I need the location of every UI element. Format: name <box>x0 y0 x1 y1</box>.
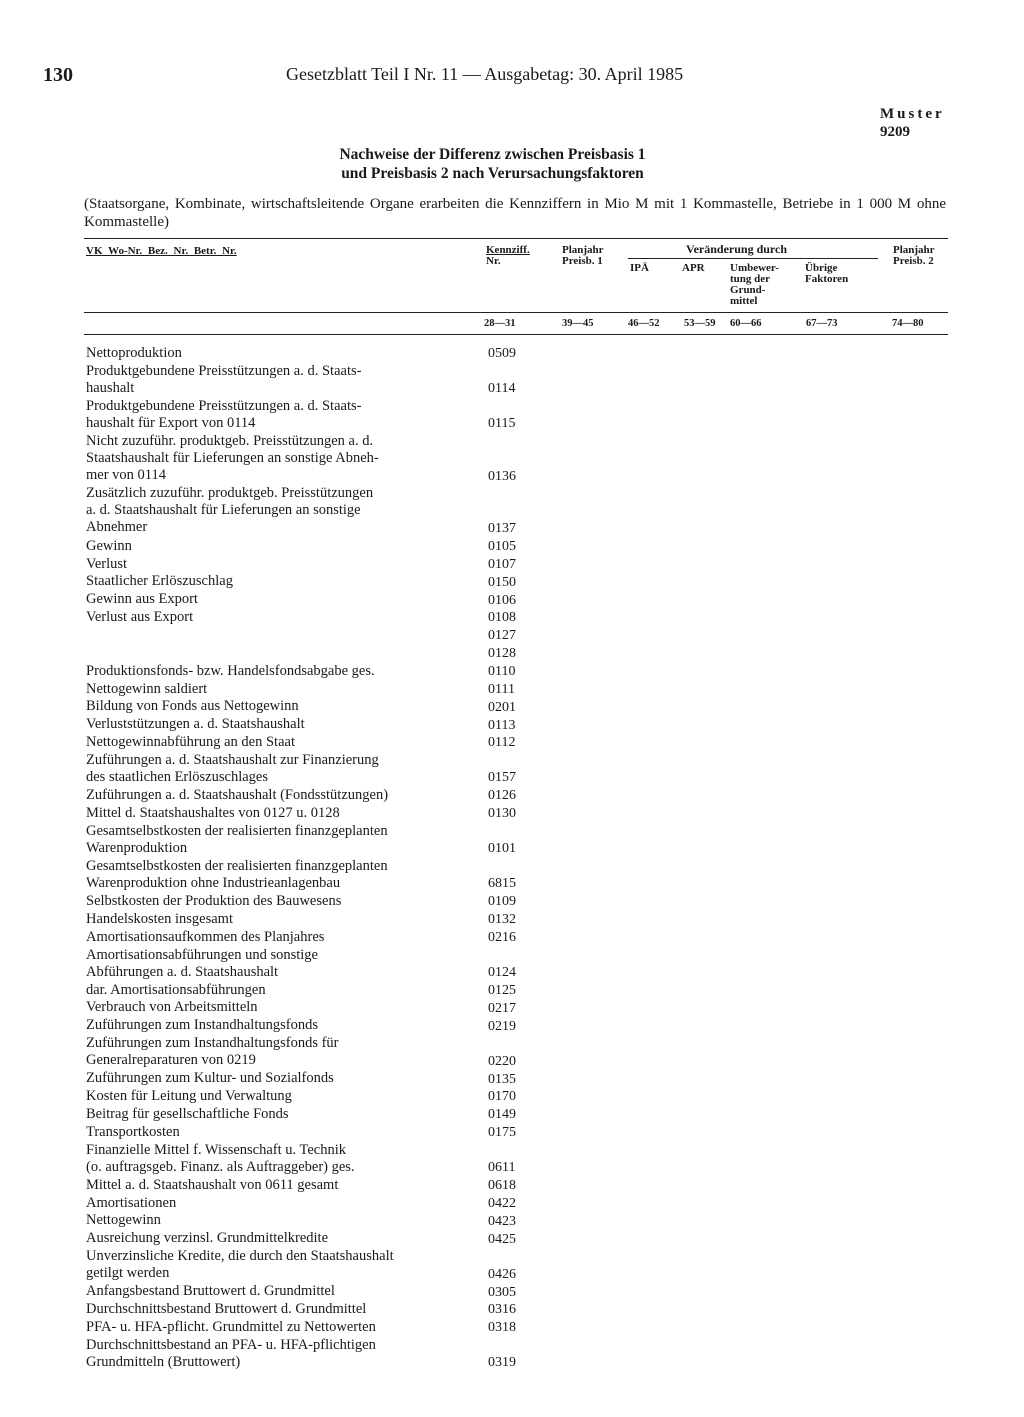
row-label <box>86 752 461 786</box>
header-line: mittel <box>730 295 758 307</box>
umbewertung-header <box>730 263 779 307</box>
row-kennziffer: 0125 <box>488 982 516 998</box>
row-kennziffer: 0105 <box>488 539 516 554</box>
form-label: Muster <box>880 106 945 122</box>
table-row <box>86 1142 516 1177</box>
row-label-line: Nettoproduktion <box>86 345 182 361</box>
row-label-line: Transportkosten <box>86 1123 180 1140</box>
row-label-line: Zuführungen a. d. Staatshaushalt zur Finanzierung <box>86 751 379 768</box>
table-row <box>86 1035 516 1070</box>
table-row <box>86 1088 516 1105</box>
document-title <box>300 145 685 183</box>
row-kennziffer: 0157 <box>488 770 516 786</box>
row-kennziffer: 6815 <box>488 876 516 892</box>
form-number: 9209 <box>880 124 910 140</box>
row-kennziffer: 0319 <box>488 1355 516 1371</box>
row-label <box>86 1337 461 1371</box>
row-label-line: Handelskosten insgesamt <box>86 910 233 927</box>
row-label-line: Nettogewinn <box>86 1212 161 1229</box>
row-label <box>86 929 461 946</box>
table-row <box>86 591 516 608</box>
row-kennziffer: 0130 <box>488 806 516 822</box>
row-label-line: Staatlicher Erlöszuschlag <box>86 573 233 590</box>
row-label-line <box>86 645 461 662</box>
table-row <box>86 893 516 910</box>
row-label <box>86 787 461 804</box>
table-row <box>86 538 516 555</box>
row-label-line: mer von 0114 <box>86 467 167 484</box>
row-label-line: Produktgebundene Preisstützungen a. d. Staats- <box>86 362 362 379</box>
running-header: Gesetzblatt Teil I Nr. 11 — Ausgabetag: 30. April 1985 <box>286 64 684 84</box>
row-label-line: Amortisationsabführungen und sonstige <box>86 946 318 963</box>
header-line: Umbewer- <box>730 262 780 274</box>
table-row <box>86 752 516 787</box>
header-line: Preisb. 1 <box>562 255 603 267</box>
row-label <box>86 1070 461 1087</box>
row-label-line: Staatshaushalt für Lieferungen an sonstige Abneh- <box>86 450 379 467</box>
table-row <box>86 698 516 715</box>
row-label <box>86 1248 461 1282</box>
ident-header: VK Wo-Nr. Bez. Nr. Betr. Nr. <box>86 245 237 257</box>
title-line: Nachweise der Differenz zwischen Preisbasis 1 <box>339 146 646 163</box>
row-kennziffer: 0316 <box>488 1302 516 1318</box>
row-label <box>86 734 461 751</box>
row-kennziffer: 0127 <box>488 628 516 644</box>
row-kennziffer: 0426 <box>488 1266 516 1282</box>
column-code: 67—73 <box>806 318 838 329</box>
table-row <box>86 663 516 680</box>
row-label <box>86 1195 461 1212</box>
row-label-line: Unverzinsliche Kredite, die durch den Staatshaushalt <box>86 1248 394 1265</box>
row-label-line: Zusätzlich zuzuführ. produktgeb. Preisstützungen <box>86 485 374 502</box>
row-label-line: Finanzielle Mittel f. Wissenschaft u. Technik <box>86 1141 347 1158</box>
header-line: Faktoren <box>805 273 849 285</box>
table-row <box>86 911 516 928</box>
row-label-line: (o. auftragsgeb. Finanz. als Auftraggeber) ges. <box>86 1158 355 1175</box>
row-label <box>86 681 461 698</box>
table-row <box>86 556 516 573</box>
row-kennziffer: 0110 <box>488 663 516 679</box>
row-label <box>86 1106 461 1123</box>
column-code: 53—59 <box>684 318 716 329</box>
row-label-line: Mittel d. Staatshaushaltes von 0127 u. 0128 <box>86 804 340 821</box>
row-kennziffer: 0618 <box>488 1178 516 1193</box>
row-label-line: Beitrag für gesellschaftliche Fonds <box>86 1105 289 1122</box>
table-row <box>86 1017 516 1034</box>
table-row <box>86 1070 516 1087</box>
row-label-line: Nettogewinnabführung an den Staat <box>86 734 295 751</box>
planjahr2-header <box>893 245 935 267</box>
header-line: Planjahr <box>562 244 604 256</box>
table-row <box>86 1319 516 1336</box>
row-label <box>86 1230 461 1247</box>
table-top-rule <box>84 238 948 239</box>
row-label-line: Produktgebundene Preisstützungen a. d. Staats- <box>86 397 362 414</box>
row-label-line: Zuführungen a. d. Staatshaushalt (Fondsstützungen) <box>86 787 389 804</box>
row-label-line: Mittel a. d. Staatshaushalt von 0611 gesamt <box>86 1176 339 1193</box>
row-label <box>86 663 461 680</box>
row-label <box>86 716 461 733</box>
table-row <box>86 805 516 822</box>
row-label <box>86 947 461 981</box>
row-kennziffer: 0611 <box>488 1160 516 1176</box>
uebrige-header <box>805 263 848 285</box>
row-label-line: Zuführungen zum Instandhaltungsfonds für <box>86 1035 339 1052</box>
row-label-line: Generalreparaturen von 0219 <box>86 1052 256 1069</box>
table-row <box>86 681 516 698</box>
header-line: Grund- <box>730 284 766 296</box>
row-kennziffer: 0219 <box>488 1018 516 1034</box>
row-label-line: Gewinn <box>86 537 132 554</box>
row-kennziffer: 0113 <box>488 717 516 733</box>
row-kennziffer: 0170 <box>488 1089 516 1105</box>
row-label-line: Verlust aus Export <box>86 609 194 626</box>
table-row <box>86 1177 516 1194</box>
table-row <box>86 716 516 733</box>
row-label <box>86 538 461 555</box>
table-row <box>86 929 516 946</box>
row-kennziffer: 0305 <box>488 1284 516 1300</box>
row-kennziffer: 0124 <box>488 965 516 980</box>
table-row <box>86 734 516 751</box>
row-label-line: dar. Amortisationsabführungen <box>86 981 266 998</box>
apr-header: APR <box>682 262 705 274</box>
row-label-line: Zuführungen zum Instandhaltungsfonds <box>86 1017 318 1034</box>
row-kennziffer: 0114 <box>488 381 516 397</box>
row-kennziffer: 0112 <box>488 735 516 751</box>
row-label <box>86 345 461 362</box>
table-row <box>86 627 516 644</box>
table-row <box>86 858 516 893</box>
row-label <box>86 1088 461 1105</box>
table-row <box>86 363 516 398</box>
table-row <box>86 485 516 537</box>
table-row <box>86 1301 516 1318</box>
row-label <box>86 485 461 536</box>
column-code: 74—80 <box>892 318 924 329</box>
row-label <box>86 627 461 644</box>
column-code: 39—45 <box>562 318 594 329</box>
row-label-line: Durchschnittsbestand an PFA- u. HFA-pflichtigen <box>86 1336 376 1353</box>
table-row <box>86 433 516 485</box>
row-label-line: getilgt werden <box>86 1265 170 1282</box>
row-label <box>86 1017 461 1034</box>
header-bottom-rule <box>84 312 948 313</box>
row-label-line: Verlust <box>86 555 128 572</box>
row-kennziffer: 0107 <box>488 556 516 572</box>
row-label <box>86 982 461 999</box>
row-label-line: Bildung von Fonds aus Nettogewinn <box>86 698 299 715</box>
row-label-line: Nettogewinn saldiert <box>86 680 208 697</box>
row-kennziffer: 0425 <box>488 1231 516 1247</box>
row-label <box>86 609 461 626</box>
row-label <box>86 698 461 715</box>
row-kennziffer: 0217 <box>488 1000 516 1016</box>
row-label <box>86 573 461 590</box>
page-number: 130 <box>43 64 73 86</box>
row-kennziffer: 0318 <box>488 1320 516 1336</box>
table-row <box>86 982 516 999</box>
table-row <box>86 1106 516 1123</box>
table-row <box>86 1283 516 1300</box>
row-kennziffer: 0115 <box>488 416 516 432</box>
row-kennziffer: 0220 <box>488 1053 516 1069</box>
table-row <box>86 823 516 858</box>
ipa-header: IPÄ <box>630 262 649 274</box>
row-label <box>86 556 461 573</box>
header-line: Kennziff. <box>486 244 530 256</box>
row-kennziffer: 0216 <box>488 929 516 945</box>
row-label-line: Warenproduktion ohne Industrieanlagenbau <box>86 874 341 891</box>
row-label-line: Durchschnittsbestand Bruttowert d. Grundmittel <box>86 1301 367 1318</box>
row-label-line: haushalt für Export von 0114 <box>86 414 256 431</box>
row-label-line: Produktionsfonds- bzw. Handelsfondsabgabe ges. <box>86 662 375 679</box>
row-label-line: Nicht zuzuführ. produktgeb. Preisstützungen a. d. <box>86 433 374 450</box>
row-kennziffer: 0150 <box>488 574 516 590</box>
row-label-line: Verbrauch von Arbeitsmitteln <box>86 999 258 1016</box>
row-kennziffer: 0101 <box>488 841 516 857</box>
veraenderung-rule <box>628 258 878 259</box>
row-kennziffer: 0175 <box>488 1125 516 1141</box>
row-label <box>86 858 461 892</box>
row-label-line: Zuführungen zum Kultur- und Sozialfonds <box>86 1070 334 1087</box>
row-kennziffer: 0128 <box>488 646 516 662</box>
row-label <box>86 398 461 432</box>
row-label <box>86 805 461 822</box>
header-line: tung der <box>730 273 771 285</box>
row-label-line: Abführungen a. d. Staatshaushalt <box>86 963 279 980</box>
row-kennziffer: 0509 <box>488 346 516 362</box>
row-label-line: Amortisationsaufkommen des Planjahres <box>86 928 325 945</box>
kennziff-header <box>486 245 530 267</box>
row-label-line: Amortisationen <box>86 1194 177 1211</box>
row-label <box>86 1177 461 1194</box>
table-row <box>86 1230 516 1247</box>
row-label-line: Gesamtselbstkosten der realisierten finanzgeplanten <box>86 857 388 874</box>
table-row <box>86 1124 516 1141</box>
row-label <box>86 363 461 397</box>
table-row <box>86 1248 516 1283</box>
row-label-line: Ausreichung verzinsl. Grundmittelkredite <box>86 1230 329 1247</box>
veraenderung-header: Veränderung durch <box>686 242 788 256</box>
row-label <box>86 1301 461 1318</box>
row-label <box>86 1124 461 1141</box>
row-label <box>86 911 461 928</box>
row-label-line: Verluststützungen a. d. Staatshaushalt <box>86 716 305 733</box>
table-row <box>86 573 516 590</box>
row-label-line: des staatlichen Erlöszuschlages <box>86 768 268 785</box>
row-kennziffer: 0136 <box>488 468 516 484</box>
row-kennziffer: 0109 <box>488 894 516 910</box>
row-label-line <box>86 627 461 644</box>
row-kennziffer: 0137 <box>488 521 516 537</box>
row-kennziffer: 0422 <box>488 1195 516 1211</box>
table-row <box>86 787 516 804</box>
header-line: Übrige <box>805 262 838 274</box>
table-row <box>86 999 516 1016</box>
header-line: Planjahr <box>893 244 935 256</box>
table-row <box>86 1337 516 1372</box>
row-label <box>86 1142 461 1176</box>
row-kennziffer: 0149 <box>488 1107 516 1123</box>
row-label-line: a. d. Staatshaushalt für Lieferungen an sonstige <box>86 502 361 519</box>
row-label-line: PFA- u. HFA-pflicht. Grundmittel zu Nettowerten <box>86 1318 376 1335</box>
table-row <box>86 645 516 662</box>
header-line: Preisb. 2 <box>893 255 934 267</box>
table-row <box>86 609 516 626</box>
row-label-line: Selbstkosten der Produktion des Bauwesens <box>86 892 342 909</box>
row-label-line: Gesamtselbstkosten der realisierten finanzgeplanten <box>86 822 388 839</box>
row-label <box>86 591 461 608</box>
row-kennziffer: 0126 <box>488 788 516 804</box>
row-label <box>86 433 461 484</box>
column-code: 60—66 <box>730 318 762 329</box>
row-label-line: haushalt <box>86 379 135 396</box>
instructions-text: (Staatsorgane, Kombinate, wirtschaftsleitende Organe erarbeiten die Kennziffern in Mio M mit 1 Kommastelle, Betriebe in 1 000 M ohne Kommastelle) <box>84 196 946 230</box>
row-kennziffer: 0132 <box>488 912 516 928</box>
row-kennziffer: 0135 <box>488 1071 516 1087</box>
row-kennziffer: 0108 <box>488 610 516 626</box>
column-code: 46—52 <box>628 318 660 329</box>
codes-bottom-rule <box>84 334 948 335</box>
row-label <box>86 1283 461 1300</box>
row-kennziffer: 0106 <box>488 592 516 608</box>
row-label <box>86 1319 461 1336</box>
column-code: 28—31 <box>484 318 516 329</box>
table-row <box>86 947 516 982</box>
row-label <box>86 893 461 910</box>
row-label-line: Gewinn aus Export <box>86 591 198 608</box>
row-kennziffer: 0111 <box>488 681 515 697</box>
row-label <box>86 1035 461 1069</box>
row-label-line: Grundmitteln (Bruttowert) <box>86 1353 241 1370</box>
planjahr1-header <box>562 245 604 267</box>
table-row <box>86 345 516 362</box>
row-label <box>86 823 461 857</box>
row-label <box>86 645 461 662</box>
row-kennziffer: 0423 <box>488 1213 516 1229</box>
row-label-line: Kosten für Leitung und Verwaltung <box>86 1088 292 1105</box>
header-line: Nr. <box>486 255 501 267</box>
row-kennziffer: 0201 <box>488 699 516 715</box>
row-label <box>86 1212 461 1229</box>
title-line: und Preisbasis 2 nach Verursachungsfaktoren <box>341 165 644 182</box>
table-row <box>86 1212 516 1229</box>
row-label-line: Anfangsbestand Bruttowert d. Grundmittel <box>86 1283 335 1300</box>
row-label-line: Warenproduktion <box>86 839 188 856</box>
table-row <box>86 1195 516 1212</box>
row-label-line: Abnehmer <box>86 519 148 536</box>
row-label <box>86 999 461 1016</box>
table-row <box>86 398 516 433</box>
